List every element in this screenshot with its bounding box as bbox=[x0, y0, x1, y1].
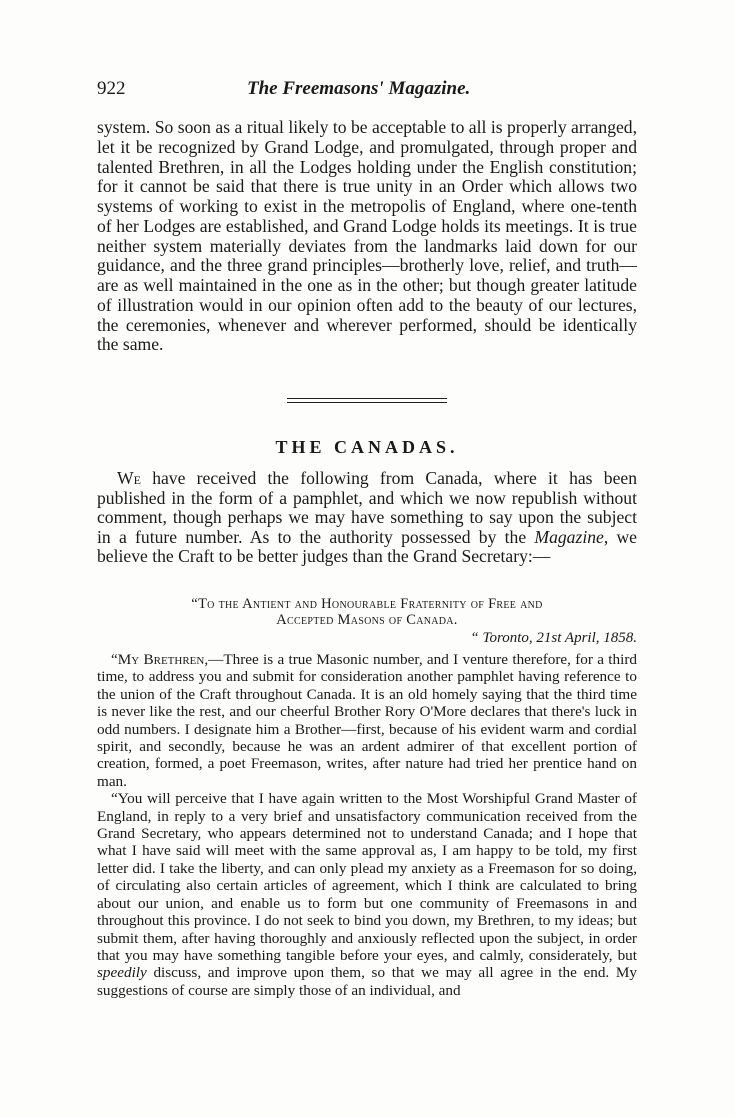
section-intro-end: , we believe the Craft to be better judges than the Grand Secretary:— bbox=[97, 526, 637, 566]
section-intro-first-word: We bbox=[117, 468, 141, 488]
running-title: The Freemasons' Magazine. bbox=[247, 78, 471, 99]
section-divider-bottom bbox=[287, 402, 447, 403]
letter-paragraph-1 bbox=[97, 651, 637, 790]
letter-address bbox=[97, 596, 637, 628]
letter-dateline: “ Toronto, 21st April, 1858. bbox=[470, 630, 637, 646]
letter-address-line1: “To the Antient and Honourable Fraternity of Free and bbox=[191, 596, 543, 612]
letter-paragraph-2-text: “You will perceive that I have again written to the Most Worshipful Grand Master of England, in reply to a very brief and unsatisfactory communication received from the Grand Secretary, who appears determined not to understand Canada; and I hope that what I have said will meet with the same approval as, I am happy to be told, my first letter did. I take the liberty, and can only plead my anxiety as a Freemason for so doing, of circulating also certain articles of agreement, which I think are calculated to bring about our union, and enable us to form but one community of Freemasons in and throughout this province. I do not seek to bind you down, my Brethren, to my ideas; but submit them, after having thoroughly and anxiously reflected upon the subject, in order that you may have something tangible before your eyes, and calmly, considerately, but bbox=[97, 790, 637, 964]
section-divider-top bbox=[287, 398, 447, 399]
section-intro-paragraph bbox=[97, 469, 637, 567]
letter-paragraph-2-emphasis: speedily bbox=[97, 964, 147, 982]
intro-paragraph: system. So soon as a ritual likely to be acceptable to all is properly arranged, let it be recognized by Grand Lodge, and promulgated, through proper and talented Brethren, in all the Lodges holding under the English constitution; for it cannot be said that there is true unity in an Order which allows two systems of working to exist in the metropolis of England, where one-tenth of her Lodges are established, and Grand Lodge holds its meetings. It is true neither system materially deviates from the landmarks laid down for our guidance, and the three grand principles—brotherly love, relief, and truth—are as well maintained in the one as in the other; but though greater latitude of illustration would in our opinion often add to the beauty of our lectures, the ceremonies, whenever and wherever performed, should be identically the same. bbox=[97, 117, 637, 355]
section-intro-text: have received the following from Canada, where it has been published in the form of a pamphlet, and which we now republish without comment, though perhaps we may have something to say upon the subject in a future number. As to the authority possessed by the bbox=[97, 468, 637, 547]
letter-body bbox=[97, 651, 637, 999]
letter-paragraph-1-text: —Three is a true Masonic number, and I venture therefore, for a third time, to address you and submit for consideration another pamphlet having reference to the union of the Craft throughout Canada. It is an old homely saying that the third time is never like the rest, and our cheerful Brother Rory O'More declares that there's luck in odd numbers. I designate him a Brother—first, because of his evident warm and cordial spirit, and secondly, because he was an ardent admirer of that excellent portion of creation, formed, a poet Freemason, writes, after nature had tried her prentice hand on man. bbox=[97, 651, 637, 790]
section-title: THE CANADAS. bbox=[275, 437, 459, 457]
letter-address-line2: Accepted Masons of Canada. bbox=[276, 612, 458, 628]
section-intro-magazine: Magazine bbox=[534, 526, 604, 547]
letter-paragraph-2 bbox=[97, 790, 637, 999]
letter-paragraph-2-end: discuss, and improve upon them, so that we may all agree in the end. My suggestions of course are simply those of an individual, and bbox=[97, 964, 637, 999]
page-number: 922 bbox=[97, 78, 126, 99]
letter-salutation: “My Brethren, bbox=[111, 651, 209, 668]
page-header bbox=[97, 78, 637, 102]
